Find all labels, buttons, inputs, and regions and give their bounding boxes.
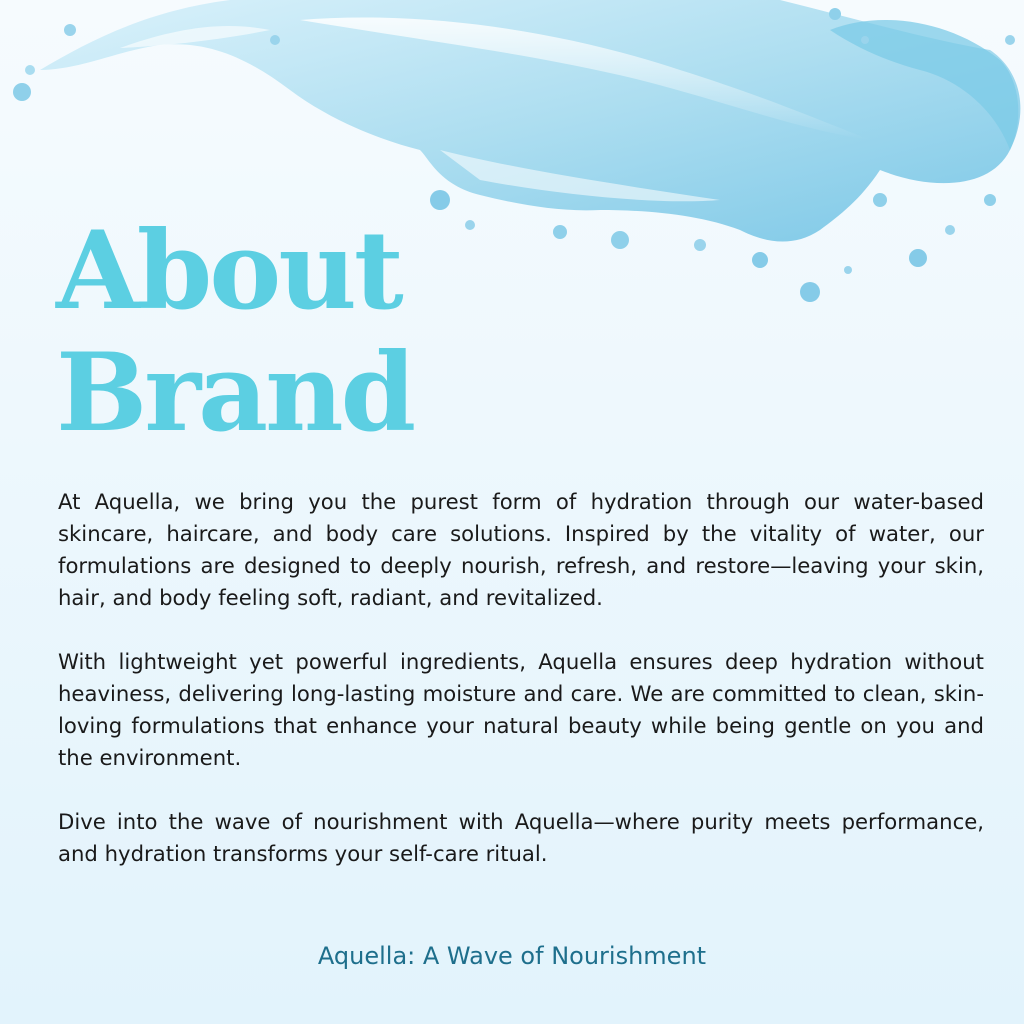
about-body	[58, 486, 984, 902]
paragraph-closing: Dive into the wave of nourishment with Aquella—where purity meets performance, and hydration transforms your self-care ritual.	[58, 809, 984, 866]
title-line-brand: Brand	[56, 330, 414, 456]
paragraph-intro: At Aquella, we bring you the purest form of hydration through our water-based skincare, haircare, and body care solutions. Inspired by the vitality of water, our formulations are designed to deeply nourish, refresh, and restore—leaving your skin, hair, and body feeling soft, radiant, and revitalized.	[58, 489, 984, 610]
page-title	[56, 210, 413, 454]
footer-tagline: Aquella: A Wave of Nourishment	[317, 942, 707, 970]
title-line-about: About	[56, 208, 401, 334]
paragraph-ingredients: With lightweight yet powerful ingredients, Aquella ensures deep hydration without heaviness, delivering long-lasting moisture and care. We are committed to clean, skin-loving formulations that enhance your natural beauty while being gentle on you and the environment.	[58, 649, 984, 770]
